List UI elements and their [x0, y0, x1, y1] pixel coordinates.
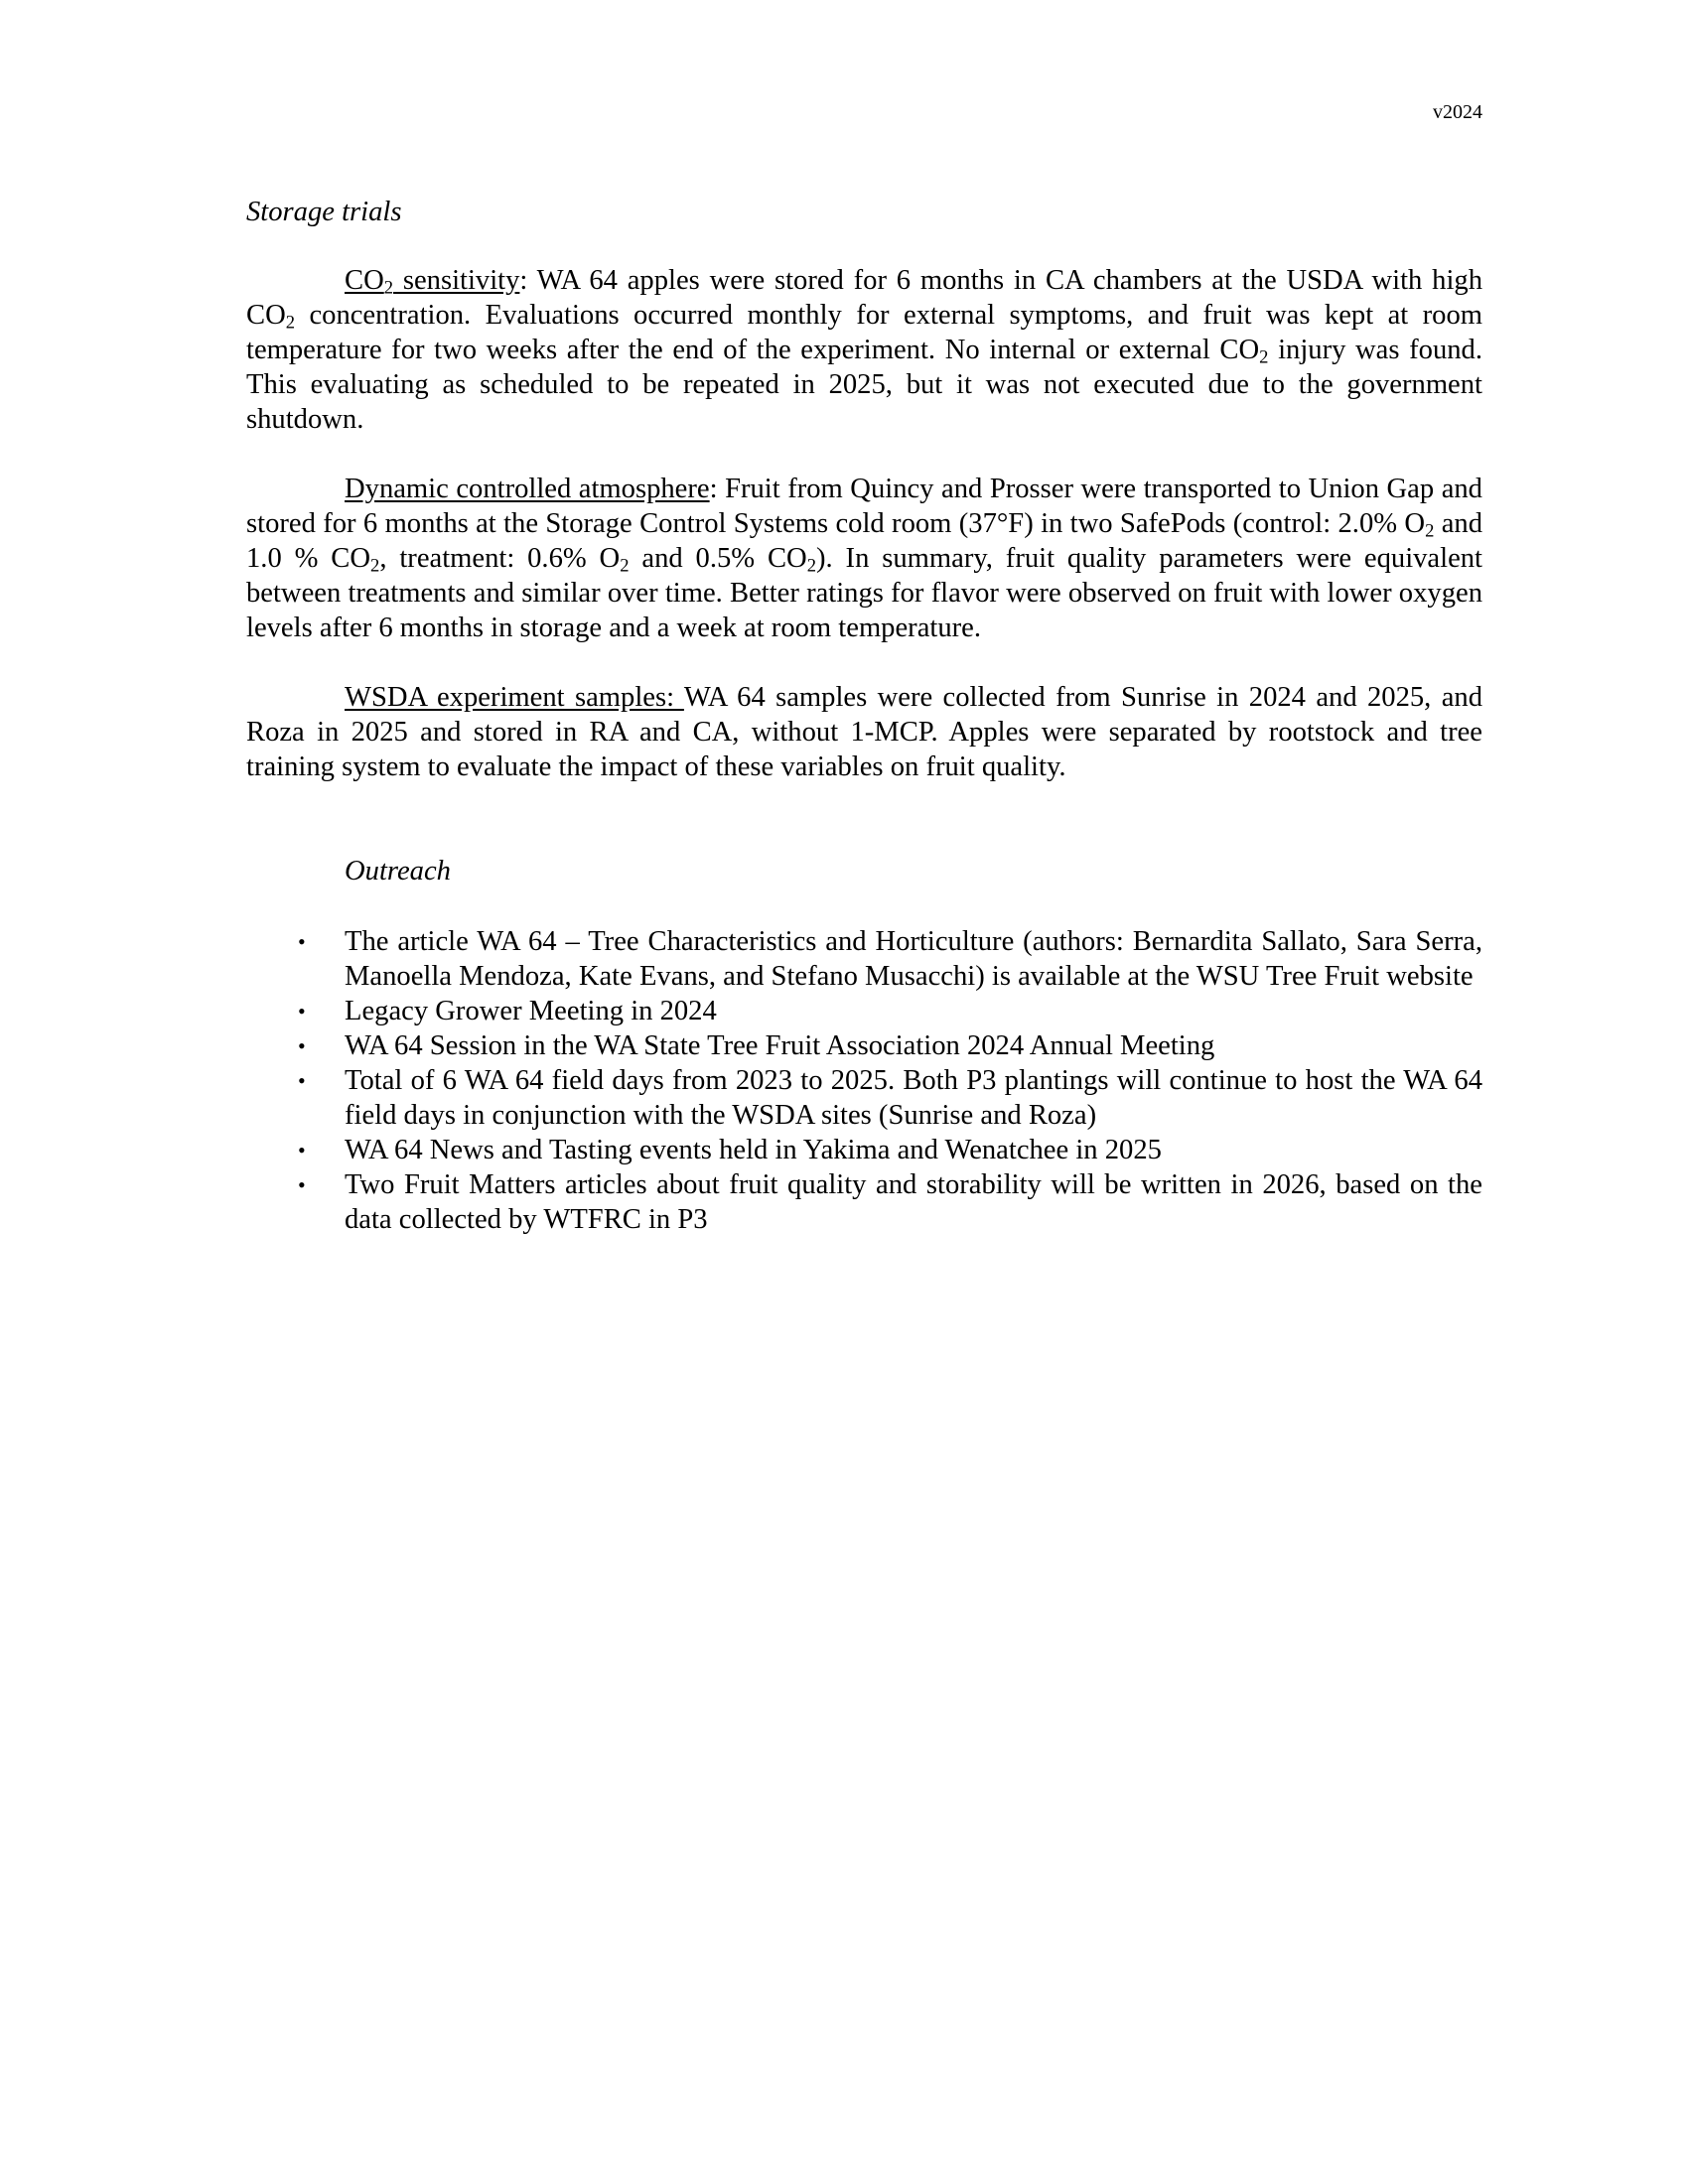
list-item: • Legacy Grower Meeting in 2024 [298, 996, 717, 1026]
document-body [246, 195, 1482, 1237]
bullet-icon: • [298, 1138, 306, 1162]
bullet-icon: • [298, 999, 306, 1024]
dca-lead: Dynamic controlled atmosphere [345, 474, 710, 504]
list-item: • Total of 6 WA 64 field days from 2023 to 2025. Both P3 plantings will continue to host the WA 64 field days in conjunction with the WSDA sites (Sunrise and Roza) [298, 1065, 1482, 1131]
bullet-icon: • [298, 1172, 306, 1197]
wsda-lead: WSDA experiment samples: [345, 682, 684, 713]
co2-sensitivity-lead: $CO_2$ sensitivity [345, 265, 520, 299]
outreach-heading: Outreach [345, 856, 451, 887]
bullet-icon: • [298, 1033, 306, 1058]
co2-sensitivity-paragraph: $CO_2$ sensitivity: WA 64 apples were stored for 6 months in CA chambers at the USDA with high $CO_2$ concentration. Evaluations occurred monthly for external symptoms, and fruit was kept at room temperature for two weeks after the end of the experiment. No internal or external $CO_2$ injury was found. This evaluating as scheduled to be repeated in 2025, but it was not executed due to the government shutdown. [246, 265, 1482, 435]
storage-trials-heading: Storage trials [246, 197, 402, 227]
list-item: • WA 64 Session in the WA State Tree Fruit Association 2024 Annual Meeting [298, 1030, 1215, 1061]
wsda-paragraph: WSDA experiment samples: WA 64 samples were collected from Sunrise in 2024 and 2025, and Roza in 2025 and stored in RA and CA, without 1-MCP. Apples were separated by rootstock and tree training system to evaluate the impact of these variables on fruit quality. [246, 682, 1482, 782]
bullet-icon: • [298, 1068, 306, 1093]
version-label: v2024 [1433, 101, 1482, 123]
outreach-list [246, 924, 1482, 1237]
dca-paragraph: Dynamic controlled atmosphere: Fruit from Quincy and Prosser were transported to Union Gap and stored for 6 months at the Storage Control Systems cold room (37°F) in two SafePods (control: 2.0% $O_2$ and 1.0 % $CO_2$, treatment: 0.6% $O_2$ and 0.5% $CO_2$). In summary, fruit quality parameters were equivalent between treatments and similar over time. Better ratings for flavor were observed on fruit with lower oxygen levels after 6 months in storage and a week at room temperature. [246, 474, 1483, 643]
list-item: • Two Fruit Matters articles about fruit quality and storability will be written in 2026, based on the data collected by WTFRC in P3 [298, 1169, 1482, 1235]
bullet-icon: • [298, 929, 306, 954]
list-item: • WA 64 News and Tasting events held in Yakima and Wenatchee in 2025 [298, 1135, 1162, 1165]
list-item: • The article WA 64 – Tree Characteristics and Horticulture (authors: Bernardita Sallato, Sara Serra, Manoella Mendoza, Kate Evans, and Stefano Musacchi) is available at the WSU Tree Fruit website [298, 926, 1482, 992]
